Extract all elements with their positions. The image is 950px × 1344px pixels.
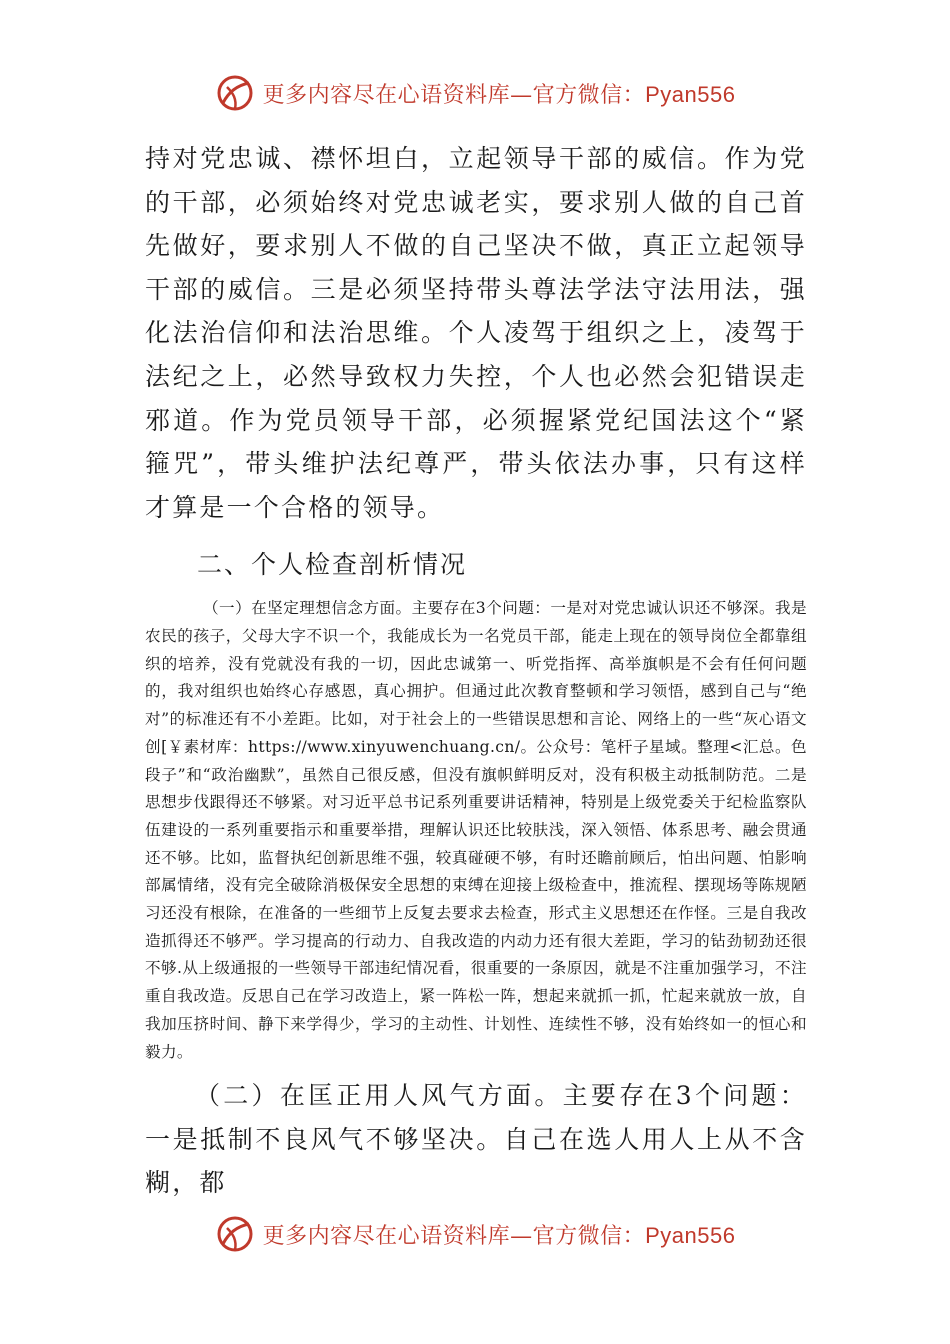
header-watermark-banner [0,71,950,115]
banner-text-id: Pyan556 [645,1222,736,1248]
paragraph-3: （二）在匡正用人风气方面。主要存在3个问题：一是抵制不良风气不够坚决。自己在选人用人上从不含糊，都 [145,1081,807,1198]
banner-text [263,78,736,109]
section-heading: 二、个人检查剖析情况 [197,550,468,580]
paragraph-1: 持对党忠诚、襟怀坦白，立起领导干部的威信。作为党的干部，必须始终对党忠诚老实，要求别人做的自己首先做好，要求别人不做的自己坚决不做，真正立起领导干部的威信。三是必须坚持带头尊法学法守法用法，强化法治信仰和法治思维。个人凌驾于组织之上，凌驾于法纪之上，必然导致权力失控，个人也必然会犯错误走邪道。作为党员领导干部，必须握紧党纪国法这个“紧箍咒”，带头维护法纪尊严，带头依法办事，只有这样才算是一个合格的领导。 [145,144,807,522]
brand-logo-icon [215,73,255,113]
document-body [145,137,807,1205]
brand-logo-icon [215,1214,255,1254]
banner-text [263,1219,736,1250]
paragraph-2 [145,595,807,1066]
banner-text-cn: 更多内容尽在心语资料库—官方微信： [262,82,646,108]
footer-watermark-banner [0,1212,950,1256]
banner-text-id: Pyan556 [645,81,736,107]
banner-text-cn: 更多内容尽在心语资料库—官方微信： [262,1223,646,1249]
paragraph-2-text: （一）在坚定理想信念方面。主要存在3个问题：一是对对党忠诚认识还不够深。我是农民的孩子，父母大字不识一个，我能成长为一名党员干部，能走上现在的领导岗位全都靠组织的培养，没有党就没有我的一切，因此忠诚第一、听党指挥、高举旗帜是不会有任何问题的，我对组织也始终心存感恩，真心拥护。但通过此次教育整顿和学习领悟，感到自己与“绝对”的标准还有不小差距。比如，对于社会上的一些错误思想和言论、网络上的一些“灰心语文创[￥素材库：https://www.xinyuwenchuang.cn/。公众号：笔杆子星域。整理<汇总。色段子”和“政治幽默”，虽然自己很反感，但没有旗帜鲜明反对，没有积极主动抵制防范。二是思想步伐跟得还不够紧。对习近平总书记系列重要讲话精神，特别是上级党委关于纪检监察队伍建设的一系列重要指示和重要举措，理解认识还比较肤浅，深入领悟、体系思考、融会贯通还不够。比如，监督执纪创新思维不强，较真碰硬不够，有时还瞻前顾后，怕出问题、怕影响部属情绪，没有完全破除消极保安全思想的束缚在迎接上级检查中，推流程、摆现场等陈规陋习还没有根除，在准备的一些细节上反复去要求去检查，形式主义思想还在作怪。三是自我改造抓得还不够严。学习提高的行动力、自我改造的内动力还有很大差距，学习的钻劲韧劲还很不够.从上级通报的一些领导干部违纪情况看，很重要的一条原因，就是不注重加强学习，不注重自我改造。反思自己在学习改造上，紧一阵松一阵，想起来就抓一抓，忙起来就放一放，自我加压挤时间、静下来学得少，学习的主动性、计划性、连续性不够，没有始终如一的恒心和毅力。 [145,599,807,1061]
